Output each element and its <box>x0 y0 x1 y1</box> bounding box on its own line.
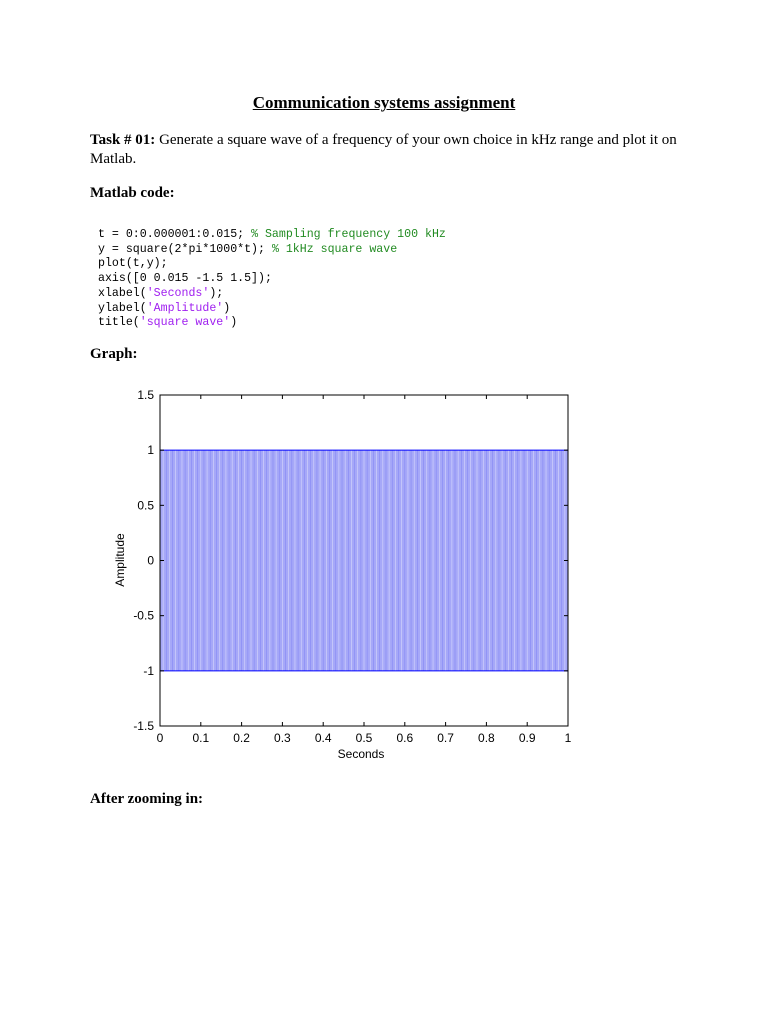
code-string: 'Seconds' <box>146 286 210 300</box>
y-axis-label: Amplitude <box>113 533 127 587</box>
task-label: Task # 01: <box>90 132 156 148</box>
x-tick-label: 1 <box>564 731 572 745</box>
matlab-code-heading: Matlab code: <box>90 185 175 201</box>
y-tick-label: -1 <box>143 663 154 678</box>
code-text: xlabel( <box>98 286 147 300</box>
code-line-3: plot(t,y); <box>98 257 168 271</box>
code-string: 'Amplitude' <box>146 301 224 315</box>
code-text: t = 0:0.000001:0.015; <box>98 228 252 241</box>
page-title: Communication systems assignment <box>252 93 516 112</box>
y-tick-label: -0.5 <box>133 608 154 623</box>
code-line-6 <box>98 302 230 315</box>
x-tick-label: 0.4 <box>314 731 332 745</box>
square-wave-chart <box>100 378 600 768</box>
code-line-1 <box>98 228 446 241</box>
task-description <box>90 131 680 169</box>
code-line-7 <box>98 316 237 329</box>
code-text: ) <box>223 301 231 315</box>
code-text: ylabel( <box>98 301 147 315</box>
code-text: ) <box>230 316 238 330</box>
x-tick-label: 0.5 <box>355 731 373 745</box>
y-tick-label: 1.5 <box>137 388 154 402</box>
code-line-5 <box>98 287 223 300</box>
code-text: title( <box>98 316 140 330</box>
code-line-4: axis([0 0.015 -1.5 1.5]); <box>98 272 272 286</box>
x-tick-label: 0.3 <box>274 731 291 745</box>
code-comment: % 1kHz square wave <box>271 242 398 256</box>
after-zoom-heading: After zooming in: <box>90 791 204 807</box>
code-block <box>98 228 446 331</box>
x-tick-label: 0 <box>156 731 164 745</box>
x-tick-label: 0.9 <box>518 731 536 745</box>
y-tick-label: 0.5 <box>137 498 154 513</box>
code-string: 'square wave' <box>139 316 231 330</box>
y-tick-label: -1.5 <box>133 719 154 733</box>
y-tick-label: 1 <box>147 443 154 458</box>
code-line-2 <box>98 243 397 256</box>
x-tick-label: 0.2 <box>233 731 250 745</box>
graph-heading: Graph: <box>90 346 138 362</box>
y-tick-label: 0 <box>147 553 154 568</box>
x-tick-label: 0.1 <box>192 731 210 745</box>
plot-area <box>160 450 568 671</box>
x-tick-label: 0.6 <box>396 731 414 745</box>
code-text: y = square(2*pi*1000*t); <box>98 242 272 256</box>
x-axis-label: Seconds <box>337 747 385 761</box>
task-text: Generate a square wave of a frequency of your own choice in kHz range and plot it on Matlab. <box>90 132 677 167</box>
x-tick-label: 0.7 <box>437 731 454 745</box>
code-comment: % Sampling frequency 100 kHz <box>251 228 446 241</box>
x-tick-label: 0.8 <box>478 731 495 745</box>
code-text: ); <box>209 286 224 300</box>
